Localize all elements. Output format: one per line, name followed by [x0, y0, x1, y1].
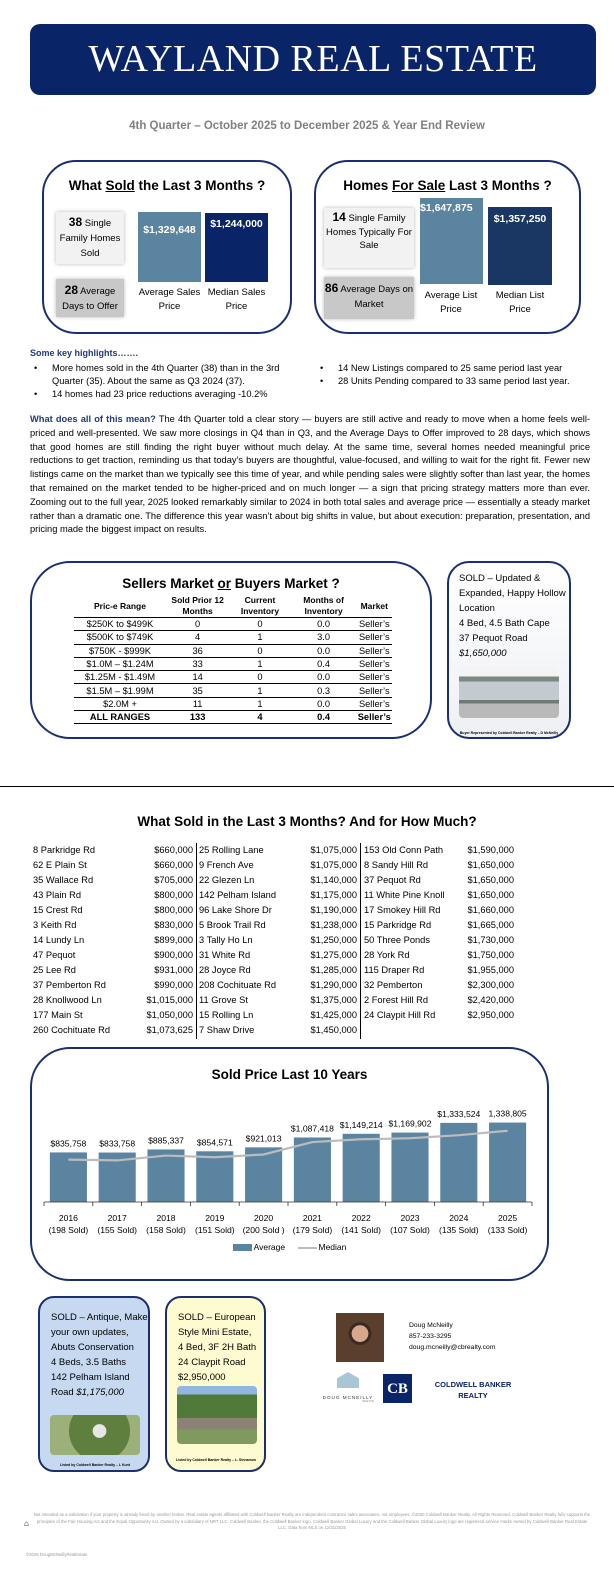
highlight-item: • More homes sold in the 4th Quarter (38) than in the 3rd Quarter (35). About the same as Q3 2024 (37).	[30, 362, 295, 388]
sold-price: $1,955,000	[467, 965, 514, 975]
x-tick-sublabel: (151 Sold)	[194, 1225, 235, 1235]
avg-list-price-bar: $1,647,875	[420, 198, 483, 284]
x-tick-sublabel: (141 Sold)	[341, 1225, 382, 1235]
bar-data-label: $835,758	[50, 1138, 87, 1149]
market-cell: $250K to $499K	[74, 618, 166, 631]
market-cell: 0	[229, 618, 290, 631]
sold-address: 96 Lake Shore Dr	[199, 905, 272, 915]
cb-monogram-icon: CB	[383, 1374, 412, 1403]
x-tick-sublabel: (107 Sold)	[390, 1225, 430, 1235]
sold-address: 47 Pequot	[33, 950, 76, 960]
sold-list-item	[364, 963, 514, 978]
featured-price: $1,650,000	[459, 648, 507, 659]
sold-price: $1,750,000	[467, 950, 514, 960]
sold-address: 50 Three Ponds	[364, 935, 430, 945]
sold-list-column	[33, 843, 193, 1038]
featured-price: $1,175,000	[76, 1387, 124, 1398]
sold-address: 177 Main St	[33, 1010, 83, 1020]
bar-data-label: $921,013	[245, 1133, 282, 1144]
sold-address: 15 Parkridge Rd	[364, 920, 432, 930]
sold-address: 31 White Rd	[199, 950, 251, 960]
x-tick-label: 2021	[302, 1213, 322, 1223]
market-cell: 1	[229, 684, 290, 697]
median-list-price-label: Median List Price	[495, 290, 545, 315]
sold-price: $1,290,000	[310, 980, 357, 990]
featured-desc: SOLD – Updated & Expanded, Happy Hollow Location	[459, 573, 566, 614]
col-header: Market	[360, 600, 388, 611]
x-tick-label: 2016	[58, 1213, 78, 1223]
market-cell: Seller’s	[357, 631, 392, 644]
featured-sold-card-claypit	[165, 1296, 266, 1472]
avg-sales-price-label: Average Sales Price	[138, 287, 201, 312]
sold-price: $899,000	[154, 935, 193, 945]
column-divider	[196, 843, 197, 1039]
sold-address: 28 York Rd	[364, 950, 410, 960]
x-tick-label: 2024	[449, 1213, 469, 1223]
page-divider	[0, 786, 614, 787]
sold-address: 11 Grove St	[199, 995, 248, 1005]
market-cell: 33	[166, 657, 229, 670]
highlight-item: • 14 New Listings compared to 25 same period last year	[316, 362, 591, 375]
featured-price: $2,950,000	[178, 1372, 226, 1383]
bar-average	[343, 1134, 380, 1202]
highlight-item: • 28 Units Pending compared to 33 same period last year.	[316, 375, 591, 388]
for-sale-box-title: Homes For Sale Last 3 Months ?	[343, 178, 552, 193]
sold-list-item	[33, 858, 193, 873]
sold-price: $830,000	[154, 920, 193, 930]
sold-address: 142 Pelham Island	[199, 890, 277, 900]
bar-data-label: $854,571	[196, 1137, 233, 1148]
market-row	[74, 671, 392, 684]
sold-address: 37 Pequot Rd	[364, 875, 421, 885]
sold-list-item	[364, 873, 514, 888]
agent-phone[interactable]: 857-233-3295	[409, 1333, 452, 1340]
sold-list-item	[364, 978, 514, 993]
sold-price: $2,950,000	[467, 1010, 514, 1020]
sold-price: $660,000	[154, 845, 193, 855]
market-row	[74, 644, 392, 657]
sold-address: 8 Parkridge Rd	[33, 845, 96, 855]
market-cell: 133	[166, 711, 229, 724]
highlights-heading: Some key highlights…….	[30, 348, 139, 358]
sold-price: $990,000	[154, 980, 193, 990]
sold-price: $1,285,000	[310, 965, 357, 975]
avg-sales-price-bar: $1,329,648	[138, 212, 201, 282]
featured-address: 24 Claypit Road	[178, 1357, 246, 1368]
doug-mcneilly-logo	[322, 1372, 374, 1412]
for-sale-summary-box	[314, 160, 581, 334]
legend-swatch-average	[233, 1244, 252, 1251]
sold-list-item	[33, 1008, 193, 1023]
sold-price: $705,000	[154, 875, 193, 885]
sold-address: 5 Brook Trail Rd	[199, 920, 266, 930]
x-tick-label: 2025	[498, 1213, 518, 1223]
photo-caption: Listed by Coldwell Banker Realty – L. Sinnamon	[176, 1458, 256, 1462]
sold-address: 32 Pemberton	[364, 980, 423, 990]
market-cell: Seller’s	[357, 657, 392, 670]
market-cell: Seller’s	[357, 644, 392, 657]
sold-address: 35 Wallace Rd	[33, 875, 94, 885]
legend-label-average: Average	[253, 1242, 286, 1252]
x-tick-sublabel: (155 Sold)	[97, 1225, 138, 1235]
bar-average	[196, 1151, 233, 1202]
sold-address: 24 Claypit Hill Rd	[364, 1010, 436, 1020]
market-cell: 0.0	[291, 697, 357, 710]
sold-address: 25 Lee Rd	[33, 965, 76, 975]
bar-data-label: $1,333,524	[437, 1108, 481, 1119]
sold-list-item	[33, 993, 193, 1008]
sold-price: $1,075,000	[310, 845, 357, 855]
sold-address: 28 Knollwood Ln	[33, 995, 102, 1005]
sold-list-item	[33, 933, 193, 948]
sold-list-column	[364, 843, 514, 1023]
market-row	[74, 684, 392, 697]
market-cell: 0.0	[291, 618, 357, 631]
market-cell: $1.0M – $1.24M	[74, 657, 166, 670]
column-divider	[360, 843, 361, 1039]
market-cell: 0.0	[291, 671, 357, 684]
chart-box	[30, 1047, 549, 1281]
x-tick-label: 2017	[107, 1213, 127, 1223]
sold-list-item	[33, 873, 193, 888]
sold-price: $900,000	[154, 950, 193, 960]
bar-data-label: $1,149,214	[339, 1119, 383, 1130]
market-cell: ALL RANGES	[74, 711, 166, 724]
sold-address: 14 Lundy Ln	[33, 935, 85, 945]
sold-list-item	[364, 1008, 514, 1023]
x-tick-sublabel: (133 Sold)	[487, 1225, 528, 1235]
sold-price: $660,000	[154, 860, 193, 870]
sold-address: 3 Tally Ho Ln	[199, 935, 253, 945]
logo-sub: REALTOR	[362, 1400, 374, 1403]
featured-desc: SOLD – European Style Mini Estate,	[178, 1312, 256, 1338]
featured-beds: 4 Bed, 4.5 Bath Cape	[459, 618, 550, 629]
sold-price: $800,000	[154, 890, 193, 900]
market-cell: 0.4	[291, 657, 357, 670]
market-cell: Seller’s	[357, 671, 392, 684]
sold-list-item	[364, 993, 514, 1008]
sold-list-item	[364, 903, 514, 918]
market-cell: 0.4	[291, 711, 357, 724]
featured-sold-card-pelham	[38, 1296, 150, 1472]
sold-address: 43 Plain Rd	[33, 890, 82, 900]
sold-price: $1,425,000	[310, 1010, 357, 1020]
market-row	[74, 697, 392, 710]
sold-price: $1,190,000	[310, 905, 357, 915]
sold-price: $1,140,000	[310, 875, 357, 885]
sold-list-item	[33, 948, 193, 963]
market-cell: $500K to $749K	[74, 631, 166, 644]
house-photo	[50, 1415, 140, 1455]
agent-name: Doug McNeilly	[409, 1322, 453, 1329]
sold-address: 153 Old Conn Path	[364, 845, 444, 855]
sold-price: $1,238,000	[310, 920, 357, 930]
agent-email[interactable]: doug.mcneilly@cbrealty.com	[409, 1344, 496, 1351]
col-header: Months of Inventory	[303, 595, 344, 616]
sold-price: $800,000	[154, 905, 193, 915]
market-cell: 3.0	[291, 631, 357, 644]
sold-list-item	[364, 933, 514, 948]
sold-list-item	[199, 843, 357, 858]
sold-list-item	[364, 843, 514, 858]
bar-average	[294, 1137, 331, 1202]
sold-price: $1,650,000	[467, 875, 514, 885]
house-roof-icon	[337, 1372, 359, 1388]
agent-photo	[336, 1313, 384, 1362]
market-cell: 0	[229, 644, 290, 657]
market-cell: 1	[229, 631, 290, 644]
brand-line2: REALTY	[458, 1391, 488, 1400]
col-header: Current Inventory	[240, 595, 280, 616]
featured-beds: 4 Bed, 3F 2H Bath	[178, 1342, 257, 1353]
sold-price: $1,050,000	[146, 1010, 193, 1020]
footer-disclaimer: Not intended as a solicitation if your property is already listed by another broker. Real estate agents affiliated with Coldwell Banker Realty are independent contractor sales associates, not employees. ©2020 Coldwell Banker Realty. All Rights Reserved. Coldwell Banker Realty fully supports the principles of the Fair Housing Act and the Equal Opportunity Act. Owned by a subsidiary of NRT LLC. Coldwell Banker, the Coldwell Banker logo, Coldwell Banker Global Luxury and the Coldwell Banker Global Luxury logo are registered service marks owned by Coldwell Banker Real Estate LLC. Data from MLS on 12/31/2025	[33, 1512, 591, 1530]
photo-caption: Listed by Coldwell Banker Realty – L Kunt	[60, 1463, 130, 1467]
sold-address: 260 Cochituate Rd	[33, 1025, 111, 1035]
coldwell-banker-logo	[383, 1373, 541, 1405]
median-list-price-bar: $1,357,250	[488, 207, 552, 285]
market-cell: 4	[166, 631, 229, 644]
bar-data-label: $885,337	[148, 1135, 184, 1146]
sold-list-item	[199, 933, 357, 948]
sold-address: 11 White Pine Knoll	[364, 890, 445, 900]
bar-data-label: 1,338,805	[488, 1108, 527, 1119]
market-row	[74, 711, 392, 724]
x-tick-label: 2019	[205, 1213, 225, 1223]
market-cell: $750K - $999K	[74, 644, 166, 657]
sold-list-item	[199, 993, 357, 1008]
sold-list-item	[199, 888, 357, 903]
market-row	[74, 631, 392, 644]
sold-list-item	[199, 918, 357, 933]
legend-swatch-median	[298, 1247, 317, 1249]
sold-price: $1,660,000	[467, 905, 514, 915]
sold-address: 7 Shaw Drive	[199, 1025, 255, 1035]
bar-average	[391, 1133, 428, 1202]
homes-for-sale-card: 14 Single Family Homes Typically For Sale	[324, 208, 414, 268]
market-row	[74, 657, 392, 670]
sold-price: $1,175,000	[310, 890, 357, 900]
brand-line1: COLDWELL BANKER	[434, 1380, 512, 1389]
x-tick-label: 2020	[254, 1213, 274, 1223]
avg-list-price-label: Average List Price	[424, 290, 478, 315]
x-tick-sublabel: (135 Sold)	[438, 1225, 479, 1235]
sold-price: $1,015,000	[146, 995, 193, 1005]
sold-list-item	[33, 963, 193, 978]
chart-title: Sold Price Last 10 Years	[211, 1067, 368, 1082]
sold-list-item	[199, 1023, 357, 1038]
page-subtitle: 4th Quarter – October 2025 to December 2025 & Year End Review	[129, 120, 485, 132]
sold-list-item	[33, 903, 193, 918]
bar-data-label: $1,087,418	[290, 1123, 334, 1134]
sold-list-item	[33, 888, 193, 903]
sold-price: $1,073,625	[146, 1025, 193, 1035]
highlights-left-list	[30, 362, 295, 401]
featured-desc: SOLD – Antique, Make your own updates, Abuts Conservation	[51, 1312, 148, 1353]
sold-address: 15 Crest Rd	[33, 905, 83, 915]
sold-list-item	[199, 858, 357, 873]
sold-list-item	[199, 1008, 357, 1023]
featured-beds: 4 Beds, 3.5 Baths	[51, 1357, 126, 1368]
agent-contact	[409, 1320, 495, 1353]
market-cell: 0	[229, 671, 290, 684]
days-to-offer-card: 28 Average Days to Offer	[56, 279, 124, 317]
sold-list-item	[364, 948, 514, 963]
logo-text: DOUG MCNEILLY	[322, 1395, 374, 1400]
featured-sold-card-pequot	[447, 561, 571, 739]
sold-list-item	[199, 903, 357, 918]
sold-address: 3 Keith Rd	[33, 920, 77, 930]
sold-list-title: What Sold in the Last 3 Months? And for How Much?	[137, 814, 477, 829]
market-cell: $1.5M – $1.99M	[74, 684, 166, 697]
col-header: Sold Prior 12 Months	[171, 595, 224, 616]
market-cell: 4	[229, 711, 290, 724]
house-photo	[177, 1386, 257, 1444]
sold-list-item	[33, 843, 193, 858]
market-cell: Seller’s	[357, 684, 392, 697]
market-cell: 0.0	[291, 644, 357, 657]
sold-price: $1,665,000	[467, 920, 514, 930]
sold-address: 28 Joyce Rd	[199, 965, 251, 975]
x-tick-label: 2022	[351, 1213, 371, 1223]
sold-list-item	[199, 873, 357, 888]
highlights-right-list	[316, 362, 591, 388]
equal-housing-icon: ⌂	[24, 1519, 29, 1528]
sold-list-item	[364, 888, 514, 903]
sold-address: 9 French Ave	[199, 860, 254, 870]
featured-address: 37 Pequot Road	[459, 633, 528, 644]
sold-list-column	[199, 843, 357, 1038]
sold-address: 62 E Plain St	[33, 860, 87, 870]
bar-data-label: $833,758	[99, 1138, 136, 1149]
sold-price: $1,375,000	[310, 995, 357, 1005]
market-cell: 36	[166, 644, 229, 657]
sold-address: 17 Smokey Hill Rd	[364, 905, 441, 915]
sold-list-item	[33, 1023, 193, 1038]
x-tick-sublabel: (158 Sold)	[146, 1225, 186, 1235]
market-cell: Seller’s	[357, 697, 392, 710]
chart-legend	[32, 1242, 547, 1252]
sold-price: $1,730,000	[467, 935, 514, 945]
days-on-market-card: 86 Average Days on Market	[324, 277, 414, 319]
footer-copyright: ©2025 DougMcNeillyRealEstate	[26, 1552, 88, 1557]
market-cell: 14	[166, 671, 229, 684]
median-sales-price-label: Median Sales Price	[207, 287, 266, 312]
sold-address: 25 Rolling Lane	[199, 845, 264, 855]
market-cell: 35	[166, 684, 229, 697]
sold-list-item	[199, 948, 357, 963]
sold-box-title: What Sold the Last 3 Months ?	[68, 178, 266, 193]
market-cell: Seller’s	[357, 712, 391, 723]
x-tick-sublabel: (198 Sold)	[48, 1225, 89, 1235]
sold-list-item	[33, 978, 193, 993]
market-cell: 1	[229, 697, 290, 710]
sold-price: $1,650,000	[467, 890, 514, 900]
market-cell: 0.3	[291, 684, 357, 697]
sold-price: $1,250,000	[310, 935, 357, 945]
sold-price: $931,000	[154, 965, 193, 975]
summary-lead: What does all of this mean?	[30, 414, 156, 424]
market-cell: 11	[166, 697, 229, 710]
market-cell: 0	[166, 618, 229, 631]
sold-address: 22 Glezen Ln	[199, 875, 255, 885]
homes-sold-card: 38 Single Family Homes Sold	[56, 212, 124, 264]
sold-list-item	[199, 963, 357, 978]
sold-address: 15 Rolling Ln	[199, 1010, 254, 1020]
market-box	[30, 561, 432, 739]
col-header: Pric-e Range	[94, 600, 146, 611]
summary-paragraph	[30, 413, 590, 537]
x-tick-sublabel: (179 Sold)	[292, 1225, 333, 1235]
market-cell: 1	[229, 657, 290, 670]
market-box-title: Sellers Market or Buyers Market ?	[122, 576, 340, 591]
sold-price: $1,075,000	[310, 860, 357, 870]
sold-address: 208 Cochituate Rd	[199, 980, 277, 990]
sold-list-item	[199, 978, 357, 993]
x-tick-label: 2023	[400, 1213, 420, 1223]
page-title-banner: WAYLAND REAL ESTATE	[30, 24, 596, 95]
sold-price: $2,300,000	[467, 980, 514, 990]
market-row	[74, 618, 392, 631]
market-cell: $2.0M +	[74, 697, 166, 710]
x-tick-sublabel: (200 Sold )	[242, 1225, 285, 1235]
sold-list-item	[33, 918, 193, 933]
legend-label-median: Median	[318, 1242, 347, 1252]
sold-address: 115 Draper Rd	[364, 965, 425, 975]
median-sales-price-bar: $1,244,000	[205, 213, 268, 282]
sold-price: $1,650,000	[467, 860, 514, 870]
sold-address: 8 Sandy Hill Rd	[364, 860, 429, 870]
market-table	[74, 595, 392, 724]
x-tick-label: 2018	[156, 1213, 176, 1223]
sold-price: $1,275,000	[310, 950, 357, 960]
sold-list-item	[364, 858, 514, 873]
sold-price: $1,450,000	[310, 1025, 357, 1035]
featured-address: 142 Pelham Island Road	[51, 1372, 130, 1398]
sold-summary-box	[42, 160, 292, 334]
bar-data-label: $1,169,902	[388, 1118, 432, 1129]
sold-price: $2,420,000	[467, 995, 514, 1005]
sold-address: 37 Pemberton Rd	[33, 980, 106, 990]
bar-average	[489, 1123, 526, 1202]
sold-address: 2 Forest Hill Rd	[364, 995, 429, 1005]
summary-body: The 4th Quarter told a clear story — buyers are still active and ready to move when a home feels well-priced and well-presented. We saw more closings in Q4 than in Q3, and the Average Days to Offer improved to 28 days, which shows that good homes are still finding the right buyer without much delay. At the same time, several homes needed meaningful price reductions to get traction, reminding us that today’s buyers are thoughtful, value-focused, and willing to wait for the right fit. Fewer new listings came on the market than we typically see this time of year, and while pending sales were slightly softer than last year, the homes that remained on the market tended to be higher-priced and on much longer — a sign that pricing strategy matters more than ever. Zooming out to the full year, 2025 looked remarkably similar to 2024 in both total sales and average price — essentially a steady market rather than a dramatic one. The difference this year wasn’t about big shifts in value, but about execution: preparation, presentation, and pricing made the biggest impact on results.	[30, 414, 590, 535]
photo-caption: Buyer Represented by Coldwell Banker Realty – D McNeilly	[459, 731, 559, 735]
sold-list-item	[364, 918, 514, 933]
market-cell: $1.25M - $1.49M	[74, 671, 166, 684]
market-cell: Seller’s	[357, 618, 392, 631]
highlight-item: • 14 homes had 23 price reductions averaging -10.2%	[30, 388, 295, 401]
house-photo	[459, 666, 559, 718]
sold-price: $1,590,000	[467, 845, 514, 855]
